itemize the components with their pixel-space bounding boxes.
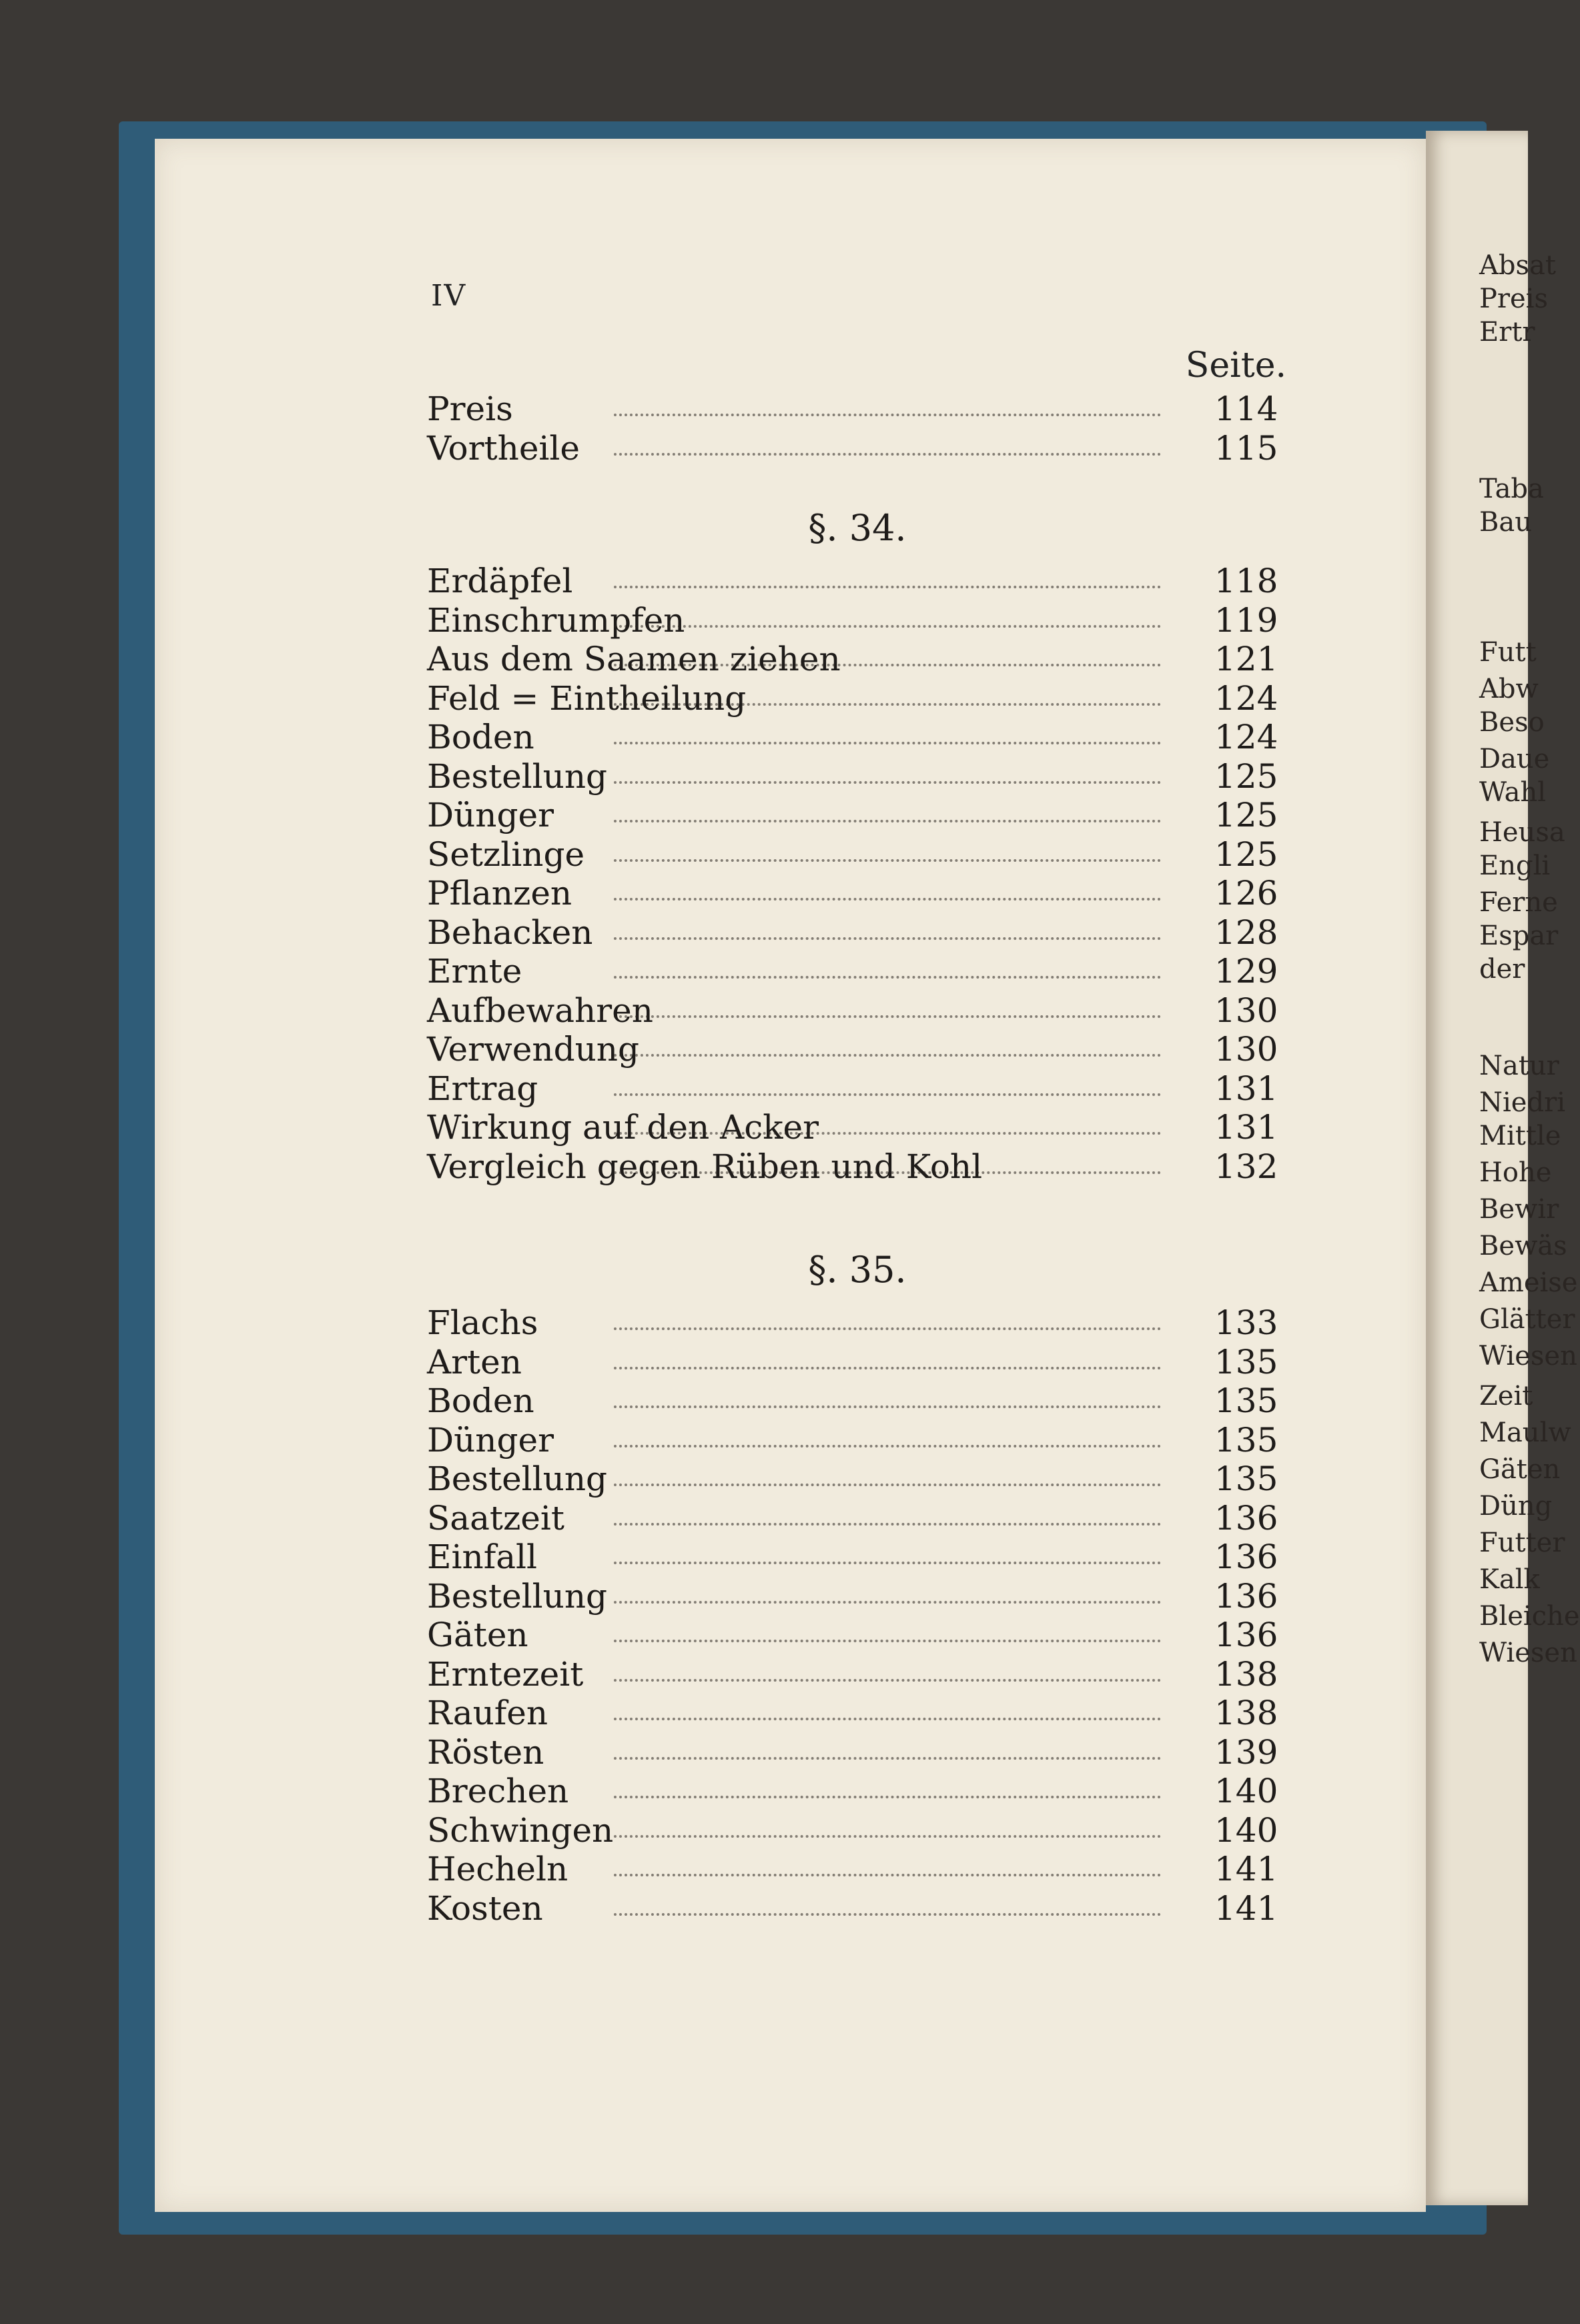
toc-entry bbox=[427, 1811, 1288, 1850]
entry-label: Erntezeit bbox=[427, 1654, 584, 1694]
toc-entry bbox=[427, 1147, 1288, 1187]
adjacent-page-fragment: Hohe bbox=[1479, 1157, 1552, 1188]
leader-dots bbox=[614, 625, 1161, 628]
leader-dots bbox=[614, 1679, 1161, 1682]
entry-label: Bestellung bbox=[427, 1576, 608, 1616]
adjacent-page-fragment: Glätter bbox=[1479, 1304, 1575, 1335]
adjacent-page-fragment: Niedri bbox=[1479, 1087, 1565, 1118]
entry-label: Vergleich gegen Rüben und Kohl bbox=[427, 1147, 983, 1186]
entry-page: 121 bbox=[1214, 640, 1278, 678]
entry-label: Vortheile bbox=[427, 428, 580, 468]
toc-entry bbox=[427, 1850, 1288, 1889]
entry-page: 138 bbox=[1214, 1654, 1278, 1694]
entry-page: 140 bbox=[1214, 1810, 1278, 1850]
leader-dots bbox=[614, 703, 1161, 706]
entry-label: Rösten bbox=[427, 1732, 544, 1772]
toc-entry bbox=[427, 874, 1288, 913]
entry-page: 141 bbox=[1214, 1888, 1278, 1928]
entry-page: 124 bbox=[1214, 718, 1278, 756]
entry-page: 136 bbox=[1214, 1576, 1278, 1616]
adjacent-page-fragment: Espar bbox=[1479, 921, 1559, 951]
entry-page: 133 bbox=[1214, 1303, 1278, 1342]
leader-dots bbox=[614, 1874, 1161, 1876]
adjacent-page-fragment: Bleiche bbox=[1479, 1601, 1580, 1632]
entry-page: 130 bbox=[1214, 1030, 1278, 1069]
adjacent-page-fragment: Bau bbox=[1479, 507, 1533, 538]
entry-label: Preis bbox=[427, 390, 513, 428]
leader-dots bbox=[614, 976, 1161, 979]
leader-dots bbox=[614, 1445, 1161, 1447]
entry-label: Einfall bbox=[427, 1538, 537, 1576]
leader-dots bbox=[614, 1523, 1161, 1526]
leader-dots bbox=[614, 1093, 1161, 1096]
entry-label: Aus dem Saamen ziehen bbox=[427, 640, 841, 678]
adjacent-page-fragment: Abw bbox=[1479, 674, 1539, 704]
adjacent-page-fragment: Wiesen bbox=[1479, 1638, 1577, 1668]
leader-dots bbox=[614, 1171, 1161, 1174]
leader-dots bbox=[614, 820, 1161, 822]
toc-entry bbox=[427, 601, 1288, 640]
adjacent-page-edge bbox=[1426, 131, 1580, 2205]
entry-label: Verwendung bbox=[427, 1030, 640, 1069]
leader-dots bbox=[614, 1405, 1161, 1408]
leader-dots bbox=[614, 859, 1161, 862]
entry-page: 125 bbox=[1214, 834, 1278, 874]
entry-page: 135 bbox=[1214, 1420, 1278, 1460]
toc-entry bbox=[427, 640, 1288, 679]
leader-dots bbox=[614, 664, 1161, 666]
toc-entry bbox=[427, 1499, 1288, 1538]
section-35-entries bbox=[427, 1303, 1288, 1928]
toc-entry bbox=[427, 390, 1288, 429]
entry-page: 140 bbox=[1214, 1772, 1278, 1810]
entry-label: Ertrag bbox=[427, 1069, 538, 1108]
entry-label: Saatzeit bbox=[427, 1498, 564, 1538]
leader-dots bbox=[614, 742, 1161, 744]
leader-dots bbox=[614, 453, 1161, 456]
adjacent-page-fragment: Heusa bbox=[1479, 817, 1565, 848]
toc-entry bbox=[427, 562, 1288, 601]
entry-label: Flachs bbox=[427, 1303, 538, 1342]
toc-entry bbox=[427, 1694, 1288, 1733]
adjacent-page-fragment: Bewir bbox=[1479, 1194, 1559, 1225]
adjacent-page-fragment: Daue bbox=[1479, 744, 1550, 774]
entry-page: 131 bbox=[1214, 1108, 1278, 1147]
toc-entry bbox=[427, 991, 1288, 1031]
toc-entry bbox=[427, 952, 1288, 991]
toc-entry bbox=[427, 1303, 1288, 1343]
adjacent-page-fragment: Natur bbox=[1479, 1051, 1559, 1081]
toc-entry bbox=[427, 1108, 1288, 1147]
adjacent-page-fragment: Wiesen bbox=[1479, 1341, 1577, 1371]
toc-entry bbox=[427, 429, 1288, 468]
adjacent-page-fragment: Absat bbox=[1479, 250, 1556, 281]
section-heading: §. 34. bbox=[808, 507, 907, 549]
leader-dots bbox=[614, 1054, 1161, 1057]
leader-dots bbox=[614, 1796, 1161, 1798]
entry-page: 136 bbox=[1214, 1498, 1278, 1538]
entry-label: Hecheln bbox=[427, 1850, 568, 1888]
leader-dots bbox=[614, 1640, 1161, 1642]
entry-page: 125 bbox=[1214, 756, 1278, 796]
entry-label: Schwingen bbox=[427, 1810, 614, 1850]
entry-page: 135 bbox=[1214, 1460, 1278, 1498]
adjacent-page-fragment: Futt bbox=[1479, 637, 1537, 668]
toc-entry bbox=[427, 1069, 1288, 1109]
entry-label: Behacken bbox=[427, 913, 593, 952]
adjacent-page-fragment: Beso bbox=[1479, 707, 1545, 738]
toc-entry bbox=[427, 1733, 1288, 1772]
leader-dots bbox=[614, 1601, 1161, 1604]
entry-label: Setzlinge bbox=[427, 834, 585, 874]
entry-page: 119 bbox=[1214, 600, 1278, 640]
entry-page: 136 bbox=[1214, 1616, 1278, 1654]
page-number: IV bbox=[431, 279, 467, 313]
entry-label: Erdäpfel bbox=[427, 562, 573, 600]
adjacent-page-fragment: Zeit bbox=[1479, 1381, 1533, 1411]
leader-dots bbox=[614, 1913, 1161, 1916]
leader-dots bbox=[614, 586, 1161, 588]
entry-page: 125 bbox=[1214, 796, 1278, 834]
toc-entry bbox=[427, 1616, 1288, 1655]
adjacent-page-fragment: Ertr bbox=[1479, 317, 1535, 348]
adjacent-page-fragment: Gäten bbox=[1479, 1454, 1561, 1485]
entry-label: Ernte bbox=[427, 952, 522, 991]
leader-dots bbox=[614, 1757, 1161, 1760]
leader-dots bbox=[614, 1562, 1161, 1564]
adjacent-page-fragment: Bewäs bbox=[1479, 1231, 1567, 1261]
toc-entry bbox=[427, 718, 1288, 757]
entry-page: 124 bbox=[1214, 678, 1278, 718]
adjacent-page-fragment: Kalk bbox=[1479, 1564, 1540, 1595]
entry-label: Bestellung bbox=[427, 756, 608, 796]
entry-label: Brechen bbox=[427, 1772, 569, 1810]
adjacent-page-fragment: der bbox=[1479, 954, 1525, 985]
leader-dots bbox=[614, 1484, 1161, 1486]
entry-label: Arten bbox=[427, 1342, 522, 1381]
entry-label: Feld = Eintheilung bbox=[427, 678, 747, 718]
toc-entry bbox=[427, 1421, 1288, 1460]
entry-page: 114 bbox=[1214, 390, 1278, 428]
toc-entry bbox=[427, 1655, 1288, 1694]
toc-entry bbox=[427, 1577, 1288, 1616]
section-34-entries bbox=[427, 562, 1288, 1186]
toc-entry bbox=[427, 1538, 1288, 1577]
leader-dots bbox=[614, 781, 1161, 784]
column-header-seite: Seite. bbox=[1185, 346, 1286, 386]
adjacent-page-fragment: Wahl bbox=[1479, 777, 1547, 808]
entry-page: 135 bbox=[1214, 1381, 1278, 1420]
entry-label: Kosten bbox=[427, 1888, 543, 1928]
entry-label: Boden bbox=[427, 718, 534, 756]
adjacent-page-fragment: Mittle bbox=[1479, 1121, 1561, 1151]
adjacent-page-fragment: Preis bbox=[1479, 283, 1549, 314]
entry-page: 118 bbox=[1214, 562, 1278, 600]
toc-entry bbox=[427, 679, 1288, 718]
adjacent-page-fragment: Ameise bbox=[1479, 1267, 1578, 1298]
leader-dots bbox=[614, 1132, 1161, 1135]
toc-entry bbox=[427, 1889, 1288, 1928]
leader-dots bbox=[614, 414, 1161, 416]
entry-label: Bestellung bbox=[427, 1460, 608, 1498]
entry-label: Gäten bbox=[427, 1616, 528, 1654]
toc-entry bbox=[427, 1343, 1288, 1382]
toc-top-entries bbox=[427, 390, 1288, 468]
entry-page: 132 bbox=[1214, 1147, 1278, 1186]
entry-page: 130 bbox=[1214, 991, 1278, 1030]
adjacent-page-fragment: Futter bbox=[1479, 1528, 1565, 1558]
entry-page: 129 bbox=[1214, 952, 1278, 991]
entry-page: 136 bbox=[1214, 1538, 1278, 1576]
toc-entry bbox=[427, 796, 1288, 835]
entry-page: 126 bbox=[1214, 874, 1278, 913]
entry-label: Boden bbox=[427, 1381, 534, 1420]
entry-page: 138 bbox=[1214, 1694, 1278, 1732]
entry-label: Dünger bbox=[427, 1420, 554, 1460]
entry-label: Wirkung auf den Acker bbox=[427, 1108, 819, 1147]
entry-page: 139 bbox=[1214, 1732, 1278, 1772]
entry-page: 131 bbox=[1214, 1069, 1278, 1108]
entry-page: 115 bbox=[1214, 428, 1278, 468]
adjacent-page-fragment: Taba bbox=[1479, 474, 1544, 504]
entry-page: 128 bbox=[1214, 913, 1278, 952]
toc-entry bbox=[427, 1381, 1288, 1421]
toc-entry bbox=[427, 913, 1288, 953]
entry-label: Pflanzen bbox=[427, 874, 572, 913]
leader-dots bbox=[614, 1327, 1161, 1330]
section-heading: §. 35. bbox=[808, 1249, 907, 1291]
entry-page: 135 bbox=[1214, 1342, 1278, 1381]
toc-entry bbox=[427, 1460, 1288, 1499]
toc-entry bbox=[427, 1772, 1288, 1811]
adjacent-page-fragment: Düng bbox=[1479, 1491, 1553, 1522]
toc-entry bbox=[427, 1030, 1288, 1069]
leader-dots bbox=[614, 1835, 1161, 1838]
adjacent-page-fragment: Engli bbox=[1479, 850, 1551, 881]
toc-entry bbox=[427, 835, 1288, 875]
leader-dots bbox=[614, 1367, 1161, 1369]
leader-dots bbox=[614, 937, 1161, 940]
toc-entry bbox=[427, 757, 1288, 796]
adjacent-page-fragment: Ferne bbox=[1479, 887, 1558, 918]
entry-label: Dünger bbox=[427, 796, 554, 834]
entry-page: 141 bbox=[1214, 1850, 1278, 1888]
leader-dots bbox=[614, 1718, 1161, 1720]
leader-dots bbox=[614, 1015, 1161, 1018]
adjacent-page-fragment: Maulw bbox=[1479, 1417, 1571, 1448]
entry-label: Aufbewahren bbox=[427, 991, 653, 1030]
leader-dots bbox=[614, 898, 1161, 901]
entry-label: Raufen bbox=[427, 1694, 548, 1732]
entry-label: Einschrumpfen bbox=[427, 600, 685, 640]
